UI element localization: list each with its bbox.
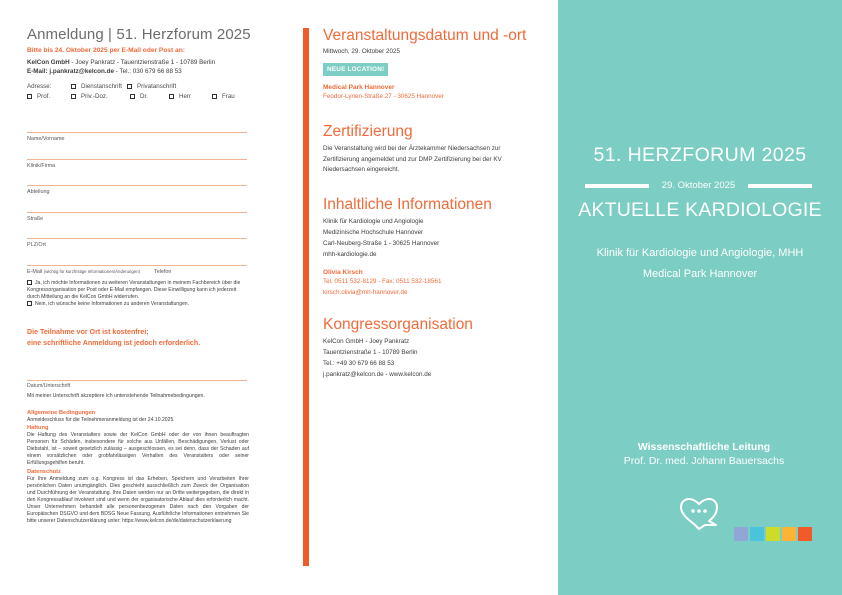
event-section xyxy=(323,26,538,100)
checkbox-privdoz[interactable] xyxy=(71,93,130,100)
consent-no-text: Nein, ich wünsche keine Informationen zu anderen Veranstaltungen. xyxy=(35,301,190,307)
checkbox-herr[interactable] xyxy=(169,93,212,100)
heart-speech-bubble-icon xyxy=(678,496,720,532)
title-row xyxy=(27,93,247,100)
checkbox-label: Herr xyxy=(179,93,192,100)
terms-general-heading: Allgemeine Bedingungen xyxy=(27,410,96,416)
cover-institution-line2: Medical Park Hannover xyxy=(642,268,758,280)
consent-section xyxy=(27,280,249,308)
color-square xyxy=(782,527,796,541)
terms-liability-text: Die Haftung des Veranstalters sowie der KelCon GmbH oder der von ihnen beauftragten Personen für Schäden, insbesondere für solche aus Unfällen, Beschädigungen, Verlust oder Diebstahl, ist – soweit gesetzlich zulässig – ausgeschlossen, es sei denn, dass der Schaden auf einem vorsätzlichen oder grobfahrlässigen Verhalten des Veranstalters oder seiner Erfüllungsgehilfen beruht. xyxy=(27,432,249,467)
organizer-phone: - Tel.: 030 679 66 88 53 xyxy=(113,68,182,75)
event-date: Mittwoch, 29. Oktober 2025 xyxy=(323,48,401,55)
checkbox-frau[interactable] xyxy=(212,93,235,100)
checkbox-icon[interactable] xyxy=(27,94,32,99)
checkbox-dienstanschrift[interactable] xyxy=(71,83,127,90)
consent-yes-text: Ja, ich möchte Informationen zu weiteren Veranstaltungen in meinem Fachbereich über die Kongressorganisation per Post oder E-Mail empfangen. Diese Einwilligung kann ich jederzeit durch Mitteilung an die KelCon GmbH widerrufen. xyxy=(27,280,241,300)
consent-yes xyxy=(27,280,249,301)
checkbox-icon[interactable] xyxy=(169,94,174,99)
organizer-company: KelCon GmbH xyxy=(27,59,70,66)
address-label: Adresse: xyxy=(27,83,52,90)
checkbox-label: Prof. xyxy=(37,93,51,100)
clinic-field[interactable]: Klinik/Firma xyxy=(27,159,247,186)
checkbox-privatanschrift[interactable] xyxy=(127,83,176,90)
scientific-lead xyxy=(614,441,794,467)
organisation-line: KelCon GmbH - Joey Pankratz xyxy=(323,338,410,346)
checkbox-prof[interactable] xyxy=(27,93,71,100)
contact-email[interactable]: kirsch.olivia@mh-hannover.de xyxy=(323,289,408,297)
checkbox-label: Dienstanschrift xyxy=(81,83,122,90)
cover-institution xyxy=(558,243,842,285)
email-field-label: E-Mail xyxy=(27,268,43,275)
organisation-line[interactable]: j.pankratz@kelcon.de - www.kelcon.de xyxy=(323,370,432,378)
divider-left xyxy=(585,184,649,188)
free-notice-line2: eine schriftliche Anmeldung ist jedoch erforderlich. xyxy=(27,339,201,347)
color-square xyxy=(750,527,764,541)
registration-deadline: Bitte bis 24. Oktober 2025 per E-Mail oder Post an: xyxy=(27,47,185,54)
cover-panel xyxy=(558,0,842,595)
content-info-website[interactable]: mhh-kardiologie.de xyxy=(323,250,377,258)
email-field-hint: (wichtig für kurzfristige Informationen/Änderungen) xyxy=(43,268,141,274)
certification-heading: Zertifizierung xyxy=(323,122,413,140)
registration-fields xyxy=(27,132,247,291)
organisation-line: Tel.: +49 30 679 66 88 53 xyxy=(323,359,395,367)
venue-name: Medical Park Hannover xyxy=(323,83,395,91)
checkbox-label: Privatanschrift xyxy=(137,83,177,90)
free-participation-notice xyxy=(27,327,257,349)
event-heading: Veranstaltungsdatum und -ort xyxy=(323,27,527,44)
checkbox-icon[interactable] xyxy=(212,94,217,99)
color-square xyxy=(734,527,748,541)
address-type-row xyxy=(27,83,247,90)
organizer-address: - Joey Pankratz - Tauentzienstraße 1 - 10789 Berlin xyxy=(69,59,216,66)
street-field[interactable]: Straße xyxy=(27,212,247,239)
certification-section xyxy=(323,122,538,176)
department-field[interactable]: Abteilung xyxy=(27,185,247,212)
free-notice-line1: Die Teilnahme vor Ort ist kostenfrei; xyxy=(27,328,149,336)
contact-name: Olivia Kirsch xyxy=(323,269,363,277)
checkbox-label: Priv.-Doz. xyxy=(81,93,108,100)
color-squares xyxy=(734,527,812,541)
checkbox-label: Frau xyxy=(222,93,235,100)
checkbox-dr[interactable] xyxy=(130,93,169,100)
organisation-heading: Kongressorganisation xyxy=(323,316,473,334)
consent-no-checkbox[interactable] xyxy=(27,301,32,306)
organisation-line: Tauentzienstraße 1 - 10789 Berlin xyxy=(323,349,418,357)
terms-privacy-text: Für Ihre Anmeldung zum o.g. Kongress ist das Erheben, Speichern und Verarbeiten Ihrer persönlichen Daten unumgänglich. Dies geschieht ausschließlich zum Zweck der Organisation und Durchführung der Veranstaltung. Ihre Daten werden nur an Dritte weitergegeben, die direkt in den Kongressablauf involviert sind und wenn der organisatorische Ablauf dies erforderlich macht. Unser Unternehmen behandelt alle personenbezogenen Daten nach den Vorgaben der Europäischen DSGVO und dem BDSG Neue Fassung. Ausführliche Informationen entnehmen Sie bitte unserer Datenschutzerklärung unter: https://www.kelcon.de/de/datenschutzerklaerung xyxy=(27,475,249,525)
content-info-heading: Inhaltliche Informationen xyxy=(323,196,492,214)
content-info-line: Carl-Neuberg-Straße 1 - 30625 Hannover xyxy=(323,239,440,247)
consent-no xyxy=(27,301,249,308)
checkbox-label: Dr. xyxy=(140,93,148,100)
content-info-line: Klinik für Kardiologie und Angiologie xyxy=(323,218,424,226)
terms-general-text: Anmeldeschluss für die Teilnehmeranmeldung ist der 24.10.2025. xyxy=(27,417,175,423)
cover-date: 29. Oktober 2025 xyxy=(661,180,736,191)
name-field[interactable]: Name/Vorname xyxy=(27,132,247,159)
accent-bar xyxy=(303,28,309,566)
info-column xyxy=(323,26,538,381)
color-square xyxy=(798,527,812,541)
color-square xyxy=(766,527,780,541)
cover-date-row xyxy=(585,180,812,191)
checkbox-icon[interactable] xyxy=(127,84,132,89)
content-info-line: Medizinische Hochschule Hannover xyxy=(323,228,424,236)
cover-subtitle: AKTUELLE KARDIOLOGIE xyxy=(578,199,822,221)
zip-city-field[interactable]: PLZ/Ort xyxy=(27,238,247,265)
registration-header xyxy=(27,26,251,100)
scientific-lead-name: Prof. Dr. med. Johann Bauersachs xyxy=(623,455,785,467)
checkbox-icon[interactable] xyxy=(71,94,76,99)
content-info-section xyxy=(323,195,538,298)
scientific-lead-label: Wissenschaftliche Leitung xyxy=(637,441,771,453)
checkbox-icon[interactable] xyxy=(71,84,76,89)
registration-address-line2 xyxy=(27,68,247,75)
registration-title: Anmeldung | 51. Herzforum 2025 xyxy=(27,26,251,43)
new-location-badge: NEUE LOCATION! xyxy=(323,63,388,76)
checkbox-icon[interactable] xyxy=(130,94,135,99)
phone-field[interactable]: Telefon xyxy=(154,268,172,275)
signature-label: Datum/Unterschrift xyxy=(27,383,71,389)
signature-field[interactable] xyxy=(27,380,247,399)
certification-text: Die Veranstaltung wird bei der Ärztekammer Niedersachsen zur Zertifizierung angemeldet und zur DMP Zertifizierung bei der KV Niedersachsen eingereicht. xyxy=(323,144,502,174)
consent-yes-checkbox[interactable] xyxy=(27,280,32,285)
cover-title: 51. HERZFORUM 2025 xyxy=(593,144,807,166)
cover-institution-line1: Klinik für Kardiologie und Angiologie, MHH xyxy=(596,247,804,259)
divider-right xyxy=(748,184,812,188)
terms-privacy-heading: Datenschutz xyxy=(27,468,61,475)
venue-address: Feodor-Lynen-Straße 27 - 30625 Hannover xyxy=(323,92,444,100)
contact-phone: Tel. 0511 532-8129 - Fax: 0511 532-18561 xyxy=(323,278,442,286)
terms-section xyxy=(27,409,249,525)
registration-address-line1 xyxy=(27,59,247,66)
signature-text: Mit meiner Unterschrift akzeptiere ich untenstehende Teilnahmebedingungen. xyxy=(27,393,205,399)
organizer-email: E-Mail: j.pankratz@kelcon.de xyxy=(27,68,114,75)
organisation-section xyxy=(323,315,538,380)
terms-liability-heading: Haftung xyxy=(27,425,49,432)
